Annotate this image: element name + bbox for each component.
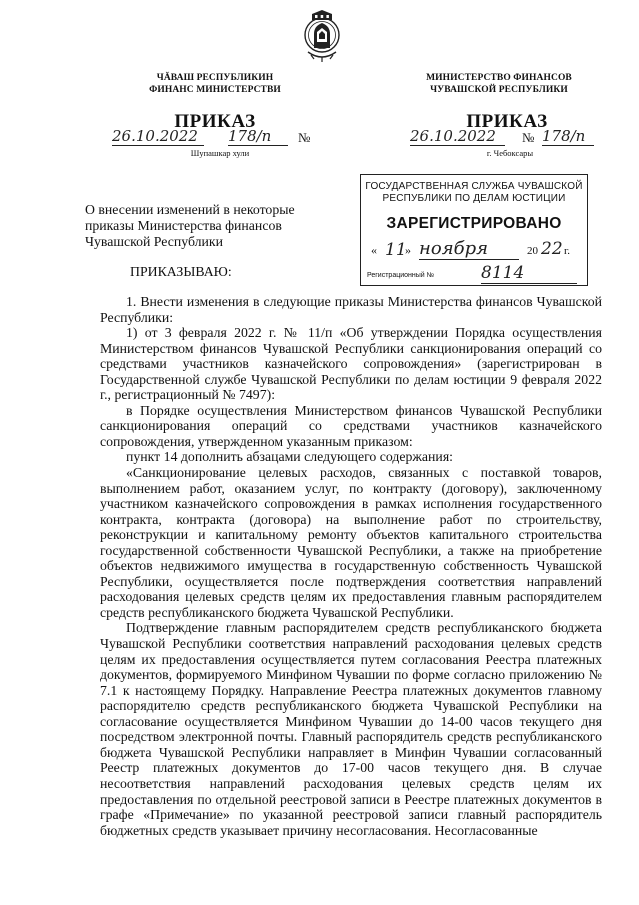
ministry-name-russian	[404, 72, 594, 96]
body-paragraph-6: Подтверждение главным распорядителем средств республиканского бюджета Чувашской Республики соответствия направлений расходования целевых средств целям их предоставления осуществляется путем согласования Реестра платежных документов, формируемого Минфином Чувашии по форме согласно приложению № 7.1 к настоящему Порядку. Направление Реестра платежных документов главному распорядителю средств республиканского бюджета Чувашской Республики на согласование осуществляется Минфином Чувашии до 14-00 часов текущего дня посредством электронной почты. Главный распорядитель средств республиканского бюджета Чувашской Республики направляет в Минфин Чувашии согласованный Реестр платежных документов до 17-00 часов текущего дня. В случае несоответствия направлений расходования целевых средств целям их предоставления по отдельной реестровой записи в Реестре платежных документов в графе «Примечание» по указанной реестровой записи главный распорядитель бюджетных средств указывает причину несогласования. Несогласованные	[100, 620, 602, 838]
registration-stamp	[360, 174, 588, 286]
stamp-close-quote: »	[405, 243, 411, 257]
order-word: ПРИКАЗЫВАЮ:	[130, 264, 232, 279]
number-sign-left: №	[298, 130, 311, 145]
number-left: 178/п	[228, 127, 288, 146]
title-line2: приказы Министерства финансов	[85, 218, 282, 233]
number-sign-right: №	[522, 130, 535, 145]
ministry-name-russian-line1: МИНИСТЕРСТВО ФИНАНСОВ	[426, 73, 572, 83]
date-number-row-right	[410, 127, 610, 147]
document-title	[85, 202, 345, 250]
document-body	[100, 294, 602, 838]
place-right: г. Чебоксары	[486, 148, 534, 158]
date-number-row-left	[108, 127, 323, 147]
stamp-year-suffix: 22	[541, 239, 563, 259]
stamp-registered-label: ЗАРЕГИСТРИРОВАНО	[386, 215, 562, 232]
body-paragraph-5: «Санкционирование целевых расходов, связанных с поставкой товаров, выполнением работ, оказанием услуг, по контракту (договору), заключенному участником казначейского сопровождения в рамках исполнения государственного контракта, контракта (договора) на выполнение работ по строительству, реконструкции и капитальному ремонту объектов капитального строительства государственной собственности Чувашской Республики, а также на приобретение объектов недвижимого имущества в государственную собственность Чувашской Республики, осуществляется после подтверждения соответствия направлений расходования целевых средств целям их предоставления главным распорядителем средств республиканского бюджета Чувашской Республики.	[100, 465, 602, 620]
number-right: 178/п	[542, 127, 594, 146]
body-paragraph-4: пункт 14 дополнить абзацами следующего содержания:	[126, 449, 453, 465]
stamp-date-row	[361, 237, 587, 263]
stamp-authority-line2: РЕСПУБЛИКИ ПО ДЕЛАМ ЮСТИЦИИ	[382, 193, 566, 204]
body-paragraph-1: 1. Внести изменения в следующие приказы Министерства финансов Чувашской Республики:	[100, 294, 602, 325]
body-paragraph-2: 1) от 3 февраля 2022 г. № 11/п «Об утверждении Порядка осуществления Министерством финансов Чувашской Республики санкционирования операций со средствами участников казначейского сопровождения» (зарегистрирован в Государственной службе Чувашской Республики по делам юстиции 9 февраля 2022 г., регистрационный № 7497):	[100, 325, 602, 403]
stamp-reg-label: Регистрационный №	[367, 272, 435, 279]
title-line1: О внесении изменений в некоторые	[85, 202, 295, 217]
ministry-name-chuvash-line2: ФИНАНС МИНИСТЕРСТВИ	[149, 85, 281, 95]
body-paragraph-3: в Порядке осуществления Министерством финансов Чувашской Республики санкционирования операций со средствами участников казначейского сопровождения, утвержденном указанным приказом:	[100, 402, 602, 449]
ministry-name-chuvash-line1: ЧĂВАШ РЕСПУБЛИКИН	[156, 73, 274, 83]
doc-type-left: ПРИКАЗ	[174, 111, 256, 132]
stamp-year-word: г.	[564, 245, 571, 257]
doc-type-right: ПРИКАЗ	[466, 111, 548, 132]
place-left: Шупашкар хули	[190, 148, 250, 158]
date-left: 26.10.2022	[112, 127, 204, 146]
ministry-name-chuvash	[130, 72, 300, 96]
coat-of-arms-emblem	[300, 8, 344, 64]
stamp-authority	[361, 181, 587, 205]
stamp-open-quote: «	[371, 243, 377, 257]
ministry-name-russian-line2: ЧУВАШСКОЙ РЕСПУБЛИКИ	[430, 85, 568, 95]
stamp-reg-row	[361, 263, 587, 285]
stamp-reg-number: 8114	[481, 263, 577, 284]
stamp-year-prefix: 20	[527, 245, 538, 257]
stamp-authority-line1: ГОСУДАРСТВЕННАЯ СЛУЖБА ЧУВАШСКОЙ	[365, 181, 583, 192]
stamp-day: 11	[385, 240, 407, 260]
date-right: 26.10.2022	[410, 127, 505, 146]
title-line3: Чувашской Республики	[85, 234, 224, 249]
stamp-month: ноября	[419, 238, 519, 260]
